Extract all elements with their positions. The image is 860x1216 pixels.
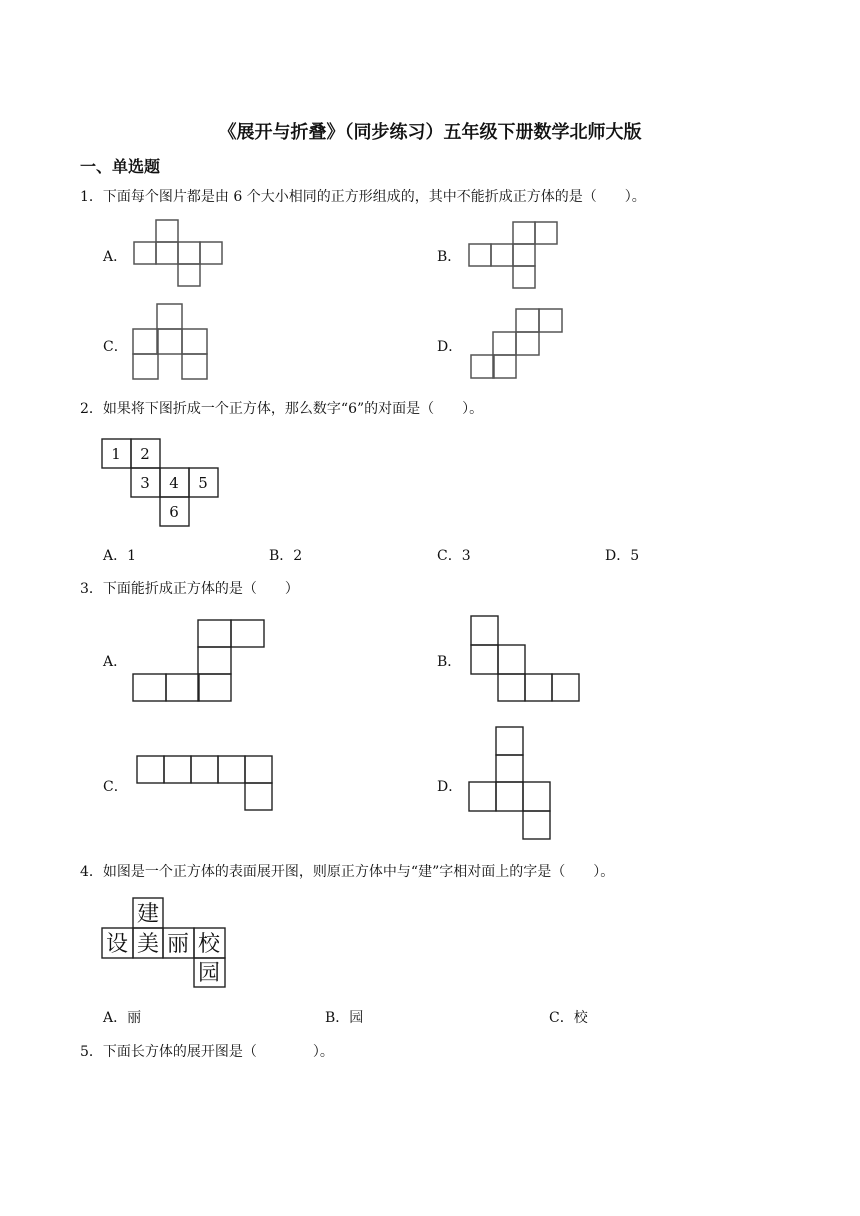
net-square xyxy=(469,244,491,266)
net-square xyxy=(133,674,166,701)
net-square xyxy=(231,620,264,647)
net-square xyxy=(200,242,222,264)
q3-option-b-label: B． xyxy=(437,654,462,670)
net-square xyxy=(516,332,539,355)
net-square xyxy=(523,811,550,839)
net-square xyxy=(156,220,178,242)
net-number: 1 xyxy=(111,445,121,463)
net-square xyxy=(493,332,516,355)
net-square xyxy=(198,647,231,674)
q3-option-c-net xyxy=(136,755,276,813)
q1-option-a-label: A． xyxy=(103,249,128,265)
net-square xyxy=(137,756,164,783)
net-square xyxy=(471,355,494,378)
net-square xyxy=(245,783,272,810)
q1-option-c-label: C． xyxy=(103,339,128,355)
net-square xyxy=(539,309,562,332)
net-square xyxy=(182,329,207,354)
net-square xyxy=(496,755,523,782)
net-number: 6 xyxy=(169,503,179,521)
net-number: 3 xyxy=(140,474,150,492)
q3-option-a-label: A． xyxy=(103,654,128,670)
net-square xyxy=(156,242,178,264)
net-square xyxy=(134,242,156,264)
net-square xyxy=(552,674,579,701)
net-square xyxy=(178,264,200,286)
net-square xyxy=(493,355,516,378)
net-square xyxy=(164,756,191,783)
net-square xyxy=(157,329,182,354)
question-2-text: 2．如果将下图折成一个正方体，那么数字“6”的对面是（ ）。 xyxy=(80,401,484,417)
q1-option-a-net xyxy=(133,219,225,287)
page-title: 《展开与折叠》（同步练习）五年级下册数学北师大版 xyxy=(218,122,642,143)
net-square xyxy=(513,266,535,288)
net-square xyxy=(198,674,231,701)
q2-option-a: A．1 xyxy=(103,548,137,564)
net-square xyxy=(496,727,523,755)
net-square xyxy=(469,782,496,811)
net-square xyxy=(157,304,182,329)
q1-option-c-net xyxy=(132,303,210,381)
net-character: 建 xyxy=(136,902,160,927)
net-square xyxy=(535,222,557,244)
net-square xyxy=(133,354,158,379)
net-character: 园 xyxy=(197,961,221,986)
net-square xyxy=(218,756,245,783)
question-5-text: 5．下面长方体的展开图是（ ）。 xyxy=(80,1044,334,1060)
q3-option-d-net xyxy=(468,726,554,844)
q2-option-c: C．3 xyxy=(437,548,471,564)
net-square xyxy=(516,309,539,332)
q3-option-c-label: C． xyxy=(103,779,128,795)
net-number: 2 xyxy=(140,445,150,463)
net-square xyxy=(491,244,513,266)
net-square xyxy=(513,244,535,266)
q1-option-d-label: D． xyxy=(437,339,463,355)
q2-option-b: B．2 xyxy=(269,548,303,564)
net-number: 4 xyxy=(169,474,179,492)
net-square xyxy=(523,782,550,811)
net-square xyxy=(498,674,525,701)
q1-option-b-label: B． xyxy=(437,249,462,265)
net-character: 丽 xyxy=(166,932,190,957)
q1-option-d-net xyxy=(470,308,565,380)
section-heading: 一、单选题 xyxy=(80,157,161,176)
net-square xyxy=(178,242,200,264)
net-character: 校 xyxy=(197,932,221,957)
net-square xyxy=(166,674,199,701)
net-square xyxy=(191,756,218,783)
q3-option-a-net xyxy=(132,619,267,703)
net-character: 美 xyxy=(136,932,160,957)
net-number: 5 xyxy=(198,474,208,492)
net-square xyxy=(471,645,498,674)
net-square xyxy=(498,645,525,674)
question-1-text: 1．下面每个图片都是由 6 个大小相同的正方形组成的，其中不能折成正方体的是（ ）。 xyxy=(80,189,646,205)
q3-option-d-label: D． xyxy=(437,779,463,795)
q2-option-d: D．5 xyxy=(605,548,640,564)
net-square xyxy=(133,329,158,354)
net-square xyxy=(245,756,272,783)
q1-option-b-net xyxy=(468,221,560,289)
q4-character-net xyxy=(101,897,231,989)
question-4-text: 4．如图是一个正方体的表面展开图，则原正方体中与“建”字相对面上的字是（ ）。 xyxy=(80,864,615,880)
net-square xyxy=(182,354,207,379)
q4-option-b: B．园 xyxy=(325,1010,364,1026)
net-square xyxy=(513,222,535,244)
net-square xyxy=(525,674,552,701)
question-3-text: 3．下面能折成正方体的是（ ） xyxy=(80,581,299,597)
q2-number-net xyxy=(101,438,221,528)
net-character: 设 xyxy=(105,932,129,957)
q3-option-b-net xyxy=(470,615,582,703)
net-square xyxy=(496,782,523,811)
net-square xyxy=(198,620,231,647)
q4-option-a: A．丽 xyxy=(103,1010,142,1026)
q4-option-c: C．校 xyxy=(549,1010,588,1026)
net-square xyxy=(471,616,498,645)
